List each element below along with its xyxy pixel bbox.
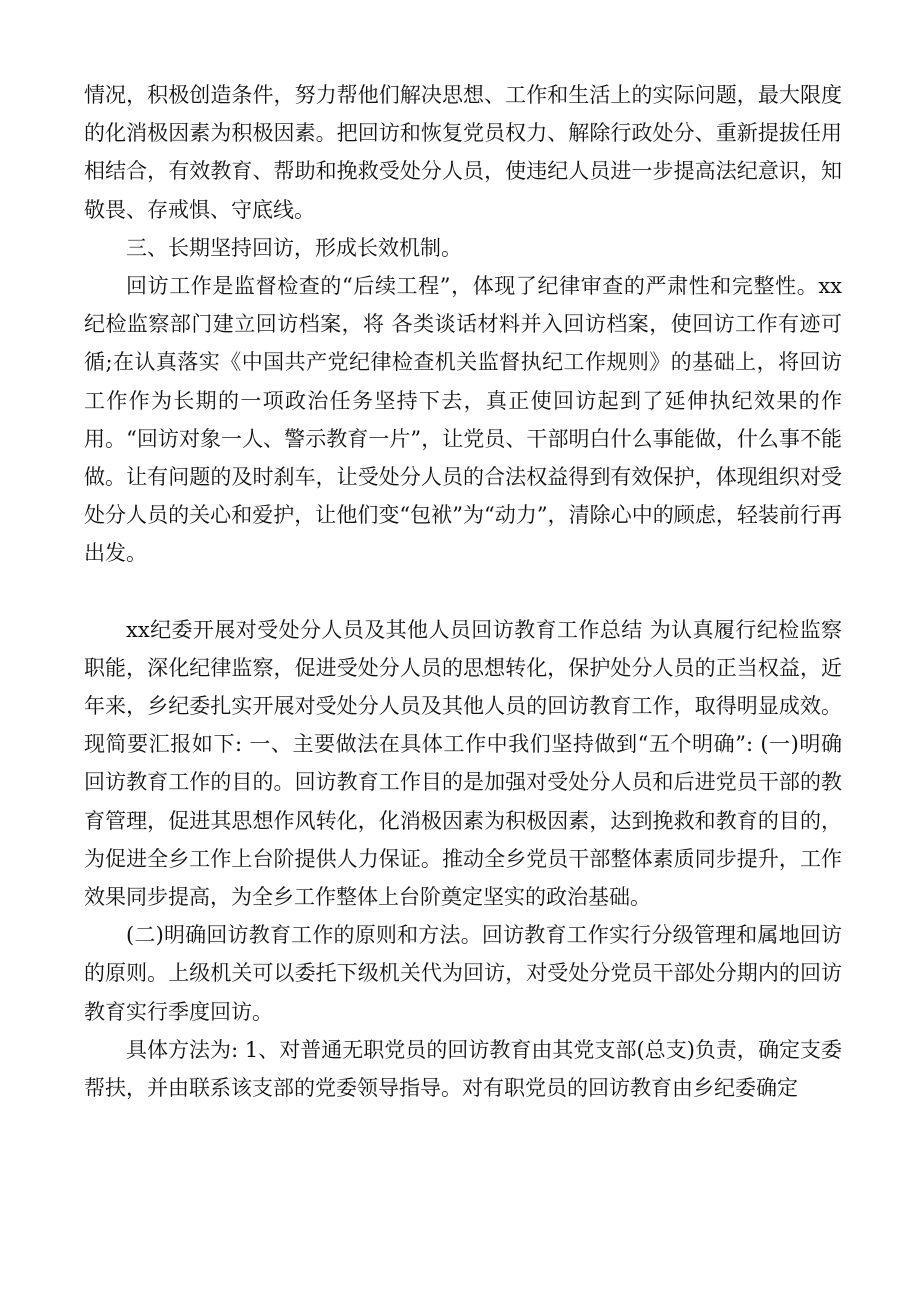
document-page xyxy=(84,76,842,1107)
paragraph-gap xyxy=(84,573,842,611)
paragraph-4: (二)明确回访教育工作的原则和方法。回访教育工作实行分级管理和属地回访的原则。上级机关可以委托下级机关代为回访，对受处分党员干部处分期内的回访教育实行季度回访。 xyxy=(84,923,842,1024)
paragraph-5: 具体方法为: 1、对普通无职党员的回访教育由其党支部(总支)负责，确定支委帮扶，并由联系该支部的党委领导指导。对有职党员的回访教育由乡纪委确定 xyxy=(84,1037,842,1101)
section-heading: 三、长期坚持回访，形成长效机制。 xyxy=(126,235,462,260)
paragraph-1: 情况，积极创造条件，努力帮他们解决思想、工作和生活上的实际问题，最大限度的化消极因素为积极因素。把回访和恢复党员权力、解除行政处分、重新提拔任用相结合，有效教育、帮助和挽救受处分人员，使违纪人员进一步提高法纪意识，知敬畏、存戒惧、守底线。 xyxy=(84,83,842,222)
paragraph-2: 回访工作是监督检查的“后续工程”，体现了纪律审查的严肃性和完整性。xx纪检监察部门建立回访档案，将 各类谈话材料并入回访档案，使回访工作有迹可循;在认真落实《中国共产党纪律检查机关监督执纪工作规则》的基础上，将回访工作作为长期的一项政治任务坚持下去，真正使回访起到了延伸执纪效果的作用。“回访对象一人、警示教育一片”，让党员、干部明白什么事能做，什么事不能做。让有问题的及时刹车，让受处分人员的合法权益得到有效保护，体现组织对受处分人员的关心和爱护，让他们变“包袱”为“动力”，清除心中的顾虑，轻装前行再出发。 xyxy=(84,274,842,566)
paragraph-3: xx纪委开展对受处分人员及其他人员回访教育工作总结 为认真履行纪检监察职能，深化纪律监察，促进受处分人员的思想转化，保护处分人员的正当权益，近年来，乡纪委扎实开展对受处分人员及其他人员的回访教育工作，取得明显成效。现简要汇报如下: 一、主要做法在具体工作中我们坚持做到“五个明确”: (一)明确回访教育工作的目的。回访教育工作目的是加强对受处分人员和后进党员干部的教育管理，促进其思想作风转化，化消极因素为积极因素，达到挽救和教育的目的，为促进全乡工作上台阶提供人力保证。推动全乡党员干部整体素质同步提升，工作效果同步提高，为全乡工作整体上台阶奠定坚实的政治基础。 xyxy=(84,617,842,910)
